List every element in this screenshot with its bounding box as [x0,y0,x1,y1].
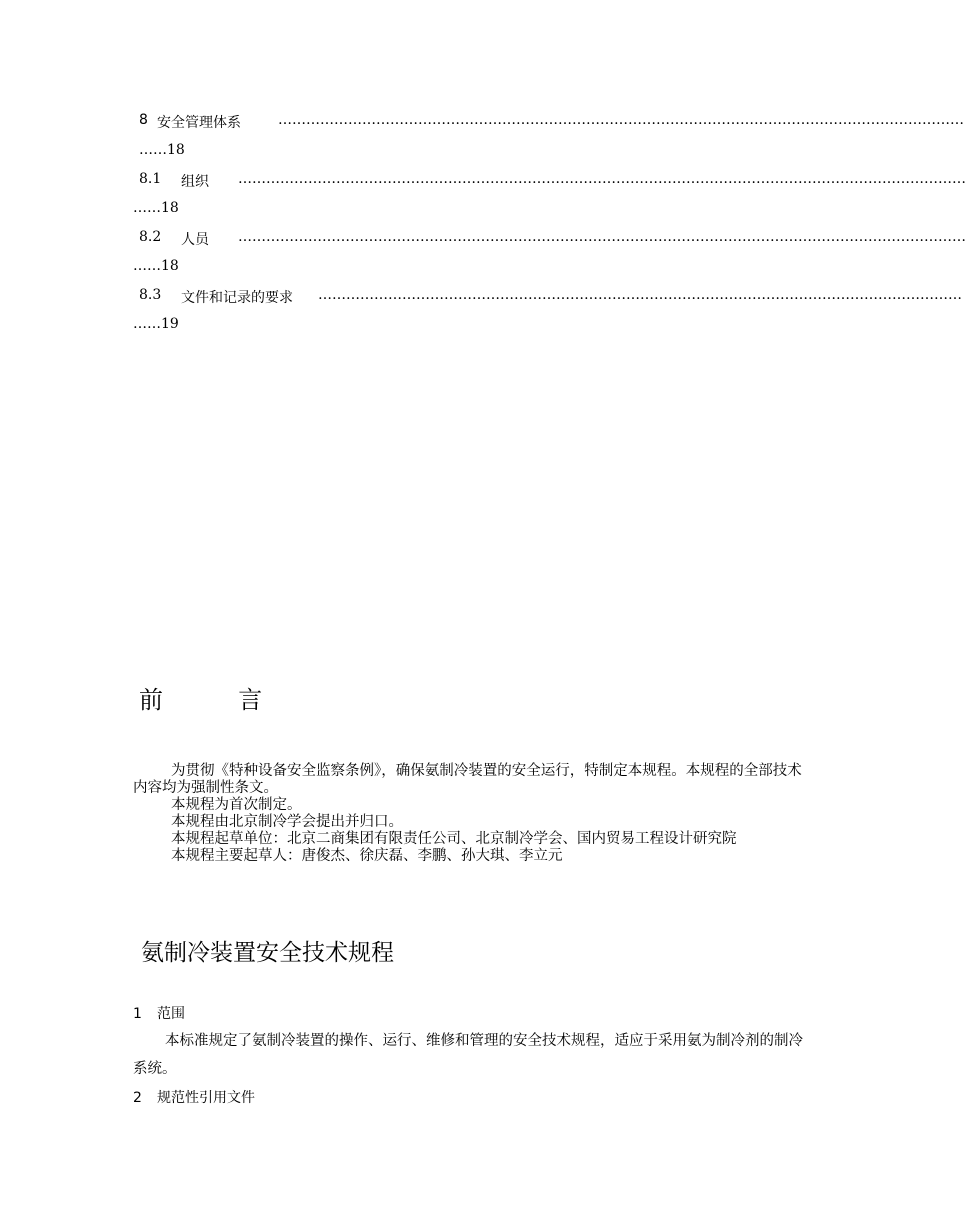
toc-entry-title: 安全管理体系 [157,115,241,131]
foreword-paragraph: 本规程由北京制冷学会提出并归口。 [171,814,403,830]
foreword-paragraph: 本规程为首次制定。 [171,797,302,813]
toc-entry-number: 8 [139,112,148,128]
toc-entry-page: ……19 [133,316,179,332]
foreword-heading [139,680,262,715]
toc-leader: ………………………………………………………………………………………………………………………… [318,287,962,303]
document-title: 氨制冷装置安全技术规程 [141,940,394,966]
section-heading [133,1087,255,1107]
toc-entry-page-line [0,258,950,282]
foreword-paragraph: 本规程主要起草人：唐俊杰、徐庆磊、李鹏、孙大琪、李立元 [171,848,563,864]
toc-entry[interactable] [0,287,962,311]
toc-entry-page-line [0,316,950,340]
toc-entry-page-line [0,200,950,224]
toc-entry-page-line [0,142,950,166]
toc-entry-number: 8.2 [139,229,162,245]
toc-entry[interactable] [0,229,966,253]
section-number: 1 [133,1006,142,1022]
foreword-heading-char-2: 言 [238,686,263,714]
toc-entry-title: 文件和记录的要求 [181,290,293,306]
toc-entry-title: 组织 [181,174,209,190]
toc-leader: ………………………………………………………………………………………………………………………………………… [238,171,966,187]
toc-entry-number: 8.1 [139,171,162,187]
toc-entry-title: 人员 [181,232,209,248]
toc-entry-number: 8.3 [139,287,162,303]
foreword-heading-char-1: 前 [139,686,163,714]
toc-entry[interactable] [0,112,964,136]
toc-entry-page: ……18 [139,142,185,158]
foreword-paragraph: 为贯彻《特种设备安全监察条例》，确保氨制冷装置的安全运行，特制定本规程。本规程的全部技术内容均为强制性条文。 [133,763,802,796]
section-heading [133,1003,185,1023]
toc-entry-page: ……18 [133,258,179,274]
section-title: 规范性引用文件 [157,1090,255,1106]
toc-leader: ………………………………………………………………………………………………………………………………… [278,112,964,128]
section-paragraph: 本标准规定了氨制冷装置的操作、运行、维修和管理的安全技术规程，适应于采用氨为制冷剂的制冷系统。 [133,1033,803,1077]
toc-entry-page: ……18 [133,200,179,216]
section-title: 范围 [157,1006,185,1022]
section-number: 2 [133,1090,142,1106]
toc-leader: ………………………………………………………………………………………………………………………………………… [238,229,966,245]
toc-entry[interactable] [0,171,966,195]
foreword-paragraph: 本规程起草单位：北京二商集团有限责任公司、北京制冷学会、国内贸易工程设计研究院 [171,831,737,847]
foreword-body [133,763,811,865]
